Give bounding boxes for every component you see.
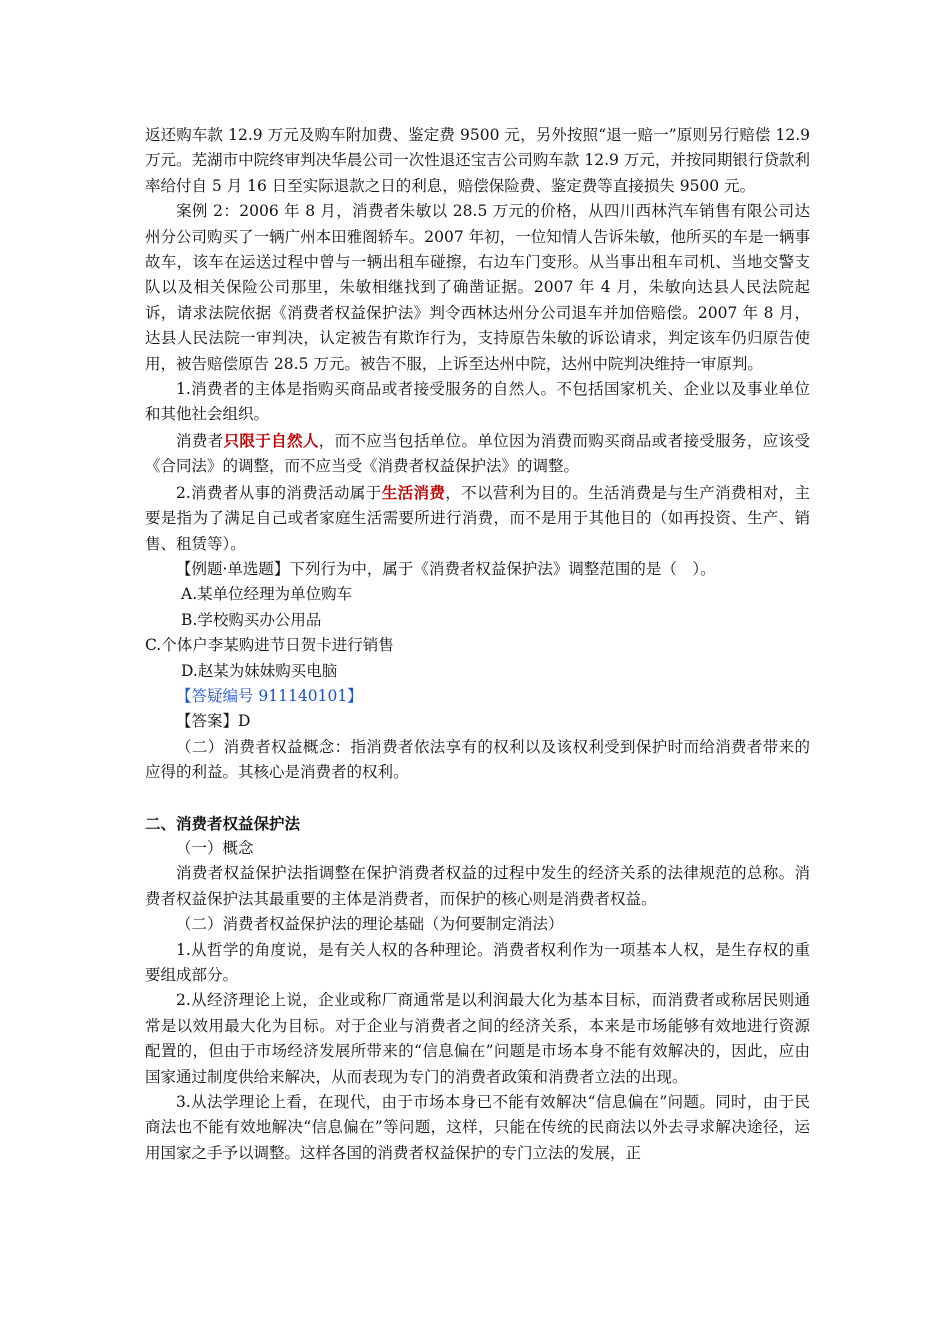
paragraph-theory-1: 1.从哲学的角度说，是有关人权的各种理论。消费者权利作为一项基本人权，是生存权的重要组成部分。 bbox=[145, 940, 810, 984]
qa-code-link[interactable]: 【答疑编号 911140101】 bbox=[176, 686, 363, 705]
note-suffix: ，而不应当包括单位。单位因为消费而购买商品或者接受服务，应该受《合同法》的调整，而不应当受《消费者权益保护法》的调整。 bbox=[145, 431, 810, 476]
paragraph-natural-person-note bbox=[145, 428, 810, 480]
option-b: B.学校购买办公用品 bbox=[181, 610, 322, 629]
note-prefix: 消费者 bbox=[176, 431, 224, 450]
paragraph-case2: 案例 2：2006 年 8 月，消费者朱敏以 28.5 万元的价格，从四川西林汽车销售有限公司达州分公司购买了一辆广州本田雅阁轿车。2007 年初，一位知情人告诉朱敏，他所买的车是一辆事故车，该车在运送过程中曾与一辆出租车碰擦，右边车门变形。从当事出租车司机、当地交警支队以及相关保险公司那里，朱敏相继找到了确凿证据。2007 年 4 月，朱敏向达县人民法院起诉，请求法院依据《消费者权益保护法》判令西林达州分公司退车并加倍赔偿。2007 年 8 月，达县人民法院一审判决，认定被告有欺诈行为，支持原告朱敏的诉讼请求，判定该车仍归原告使用，被告赔偿原告 28.5 万元。被告不服，上诉至达州中院，达州中院判决维持一审原判。 bbox=[145, 202, 810, 373]
example-question: 【例题·单选题】下列行为中，属于《消费者权益保护法》调整范围的是（ ）。 bbox=[176, 559, 716, 578]
subheading-theory: （二）消费者权益保护法的理论基础（为何要制定消法） bbox=[176, 915, 564, 934]
option-d: D.赵某为妹妹购买电脑 bbox=[181, 661, 338, 680]
option-c: C.个体户李某购进节日贺卡进行销售 bbox=[145, 636, 394, 655]
option-a: A.某单位经理为单位购车 bbox=[181, 585, 353, 604]
point2-suffix: ，不以营利为目的。生活消费是与生产消费相对，主要是指为了满足自己或者家庭生活需要所进行消费，而不是用于其他目的（如再投资、生产、销售、租赁等）。 bbox=[145, 483, 810, 553]
subheading-concept: （一）概念 bbox=[176, 838, 254, 857]
paragraph-theory-3: 3.从法学理论上看，在现代，由于市场本身已不能有效解决“信息偏在”问题。同时，由于民商法也不能有效地解决“信息偏在”等问题，这样，只能在传统的民商法以外去寻求解决途径，运用国家之手予以调整。这样各国的消费者权益保护的专门立法的发展，正 bbox=[145, 1093, 810, 1162]
highlight-life-consumption: 生活消费 bbox=[381, 482, 446, 502]
highlight-natural-person: 只限于自然人 bbox=[223, 430, 319, 450]
paragraph-law-concept: 消费者权益保护法指调整在保护消费者权益的过程中发生的经济关系的法律规范的总称。消费者权益保护法其最重要的主体是消费者，而保护的核心则是消费者权益。 bbox=[145, 864, 810, 908]
document-page bbox=[145, 123, 810, 1166]
section-heading-2: 二、消费者权益保护法 bbox=[145, 813, 301, 833]
paragraph-point-2 bbox=[145, 480, 810, 557]
point2-prefix: 2.消费者从事的消费活动属于 bbox=[176, 483, 382, 502]
paragraph-theory-2: 2.从经济理论上说，企业或称厂商通常是以利润最大化为基本目标，而消费者或称居民则通常是以效用最大化为目标。对于企业与消费者之间的经济关系，本来是市场能够有效地进行资源配置的，但由于市场经济发展所带来的“信息偏在”问题是市场本身不能有效解决的，因此，应由国家通过制度供给来解决，从而表现为专门的消费者政策和消费者立法的出现。 bbox=[145, 991, 810, 1086]
paragraph-point-1: 1.消费者的主体是指购买商品或者接受服务的自然人。不包括国家机关、企业以及事业单位和其他社会组织。 bbox=[145, 380, 810, 424]
paragraph-rights-concept: （二）消费者权益概念：指消费者依法享有的权利以及该权利受到保护时而给消费者带来的应得的利益。其核心是消费者的权利。 bbox=[145, 737, 810, 782]
answer-line: 【答案】D bbox=[176, 712, 251, 731]
paragraph-case1-continued: 返还购车款 12.9 万元及购车附加费、鉴定费 9500 元，另外按照“退一赔一”原则另行赔偿 12.9 万元。芜湖市中院终审判决华晨公司一次性退还宝吉公司购车款 12.9 万元，并按同期银行贷款利率给付自 5 月 16 日至实际退款之日的利息，赔偿保险费、鉴定费等直接损失 9500 元。 bbox=[145, 126, 810, 195]
